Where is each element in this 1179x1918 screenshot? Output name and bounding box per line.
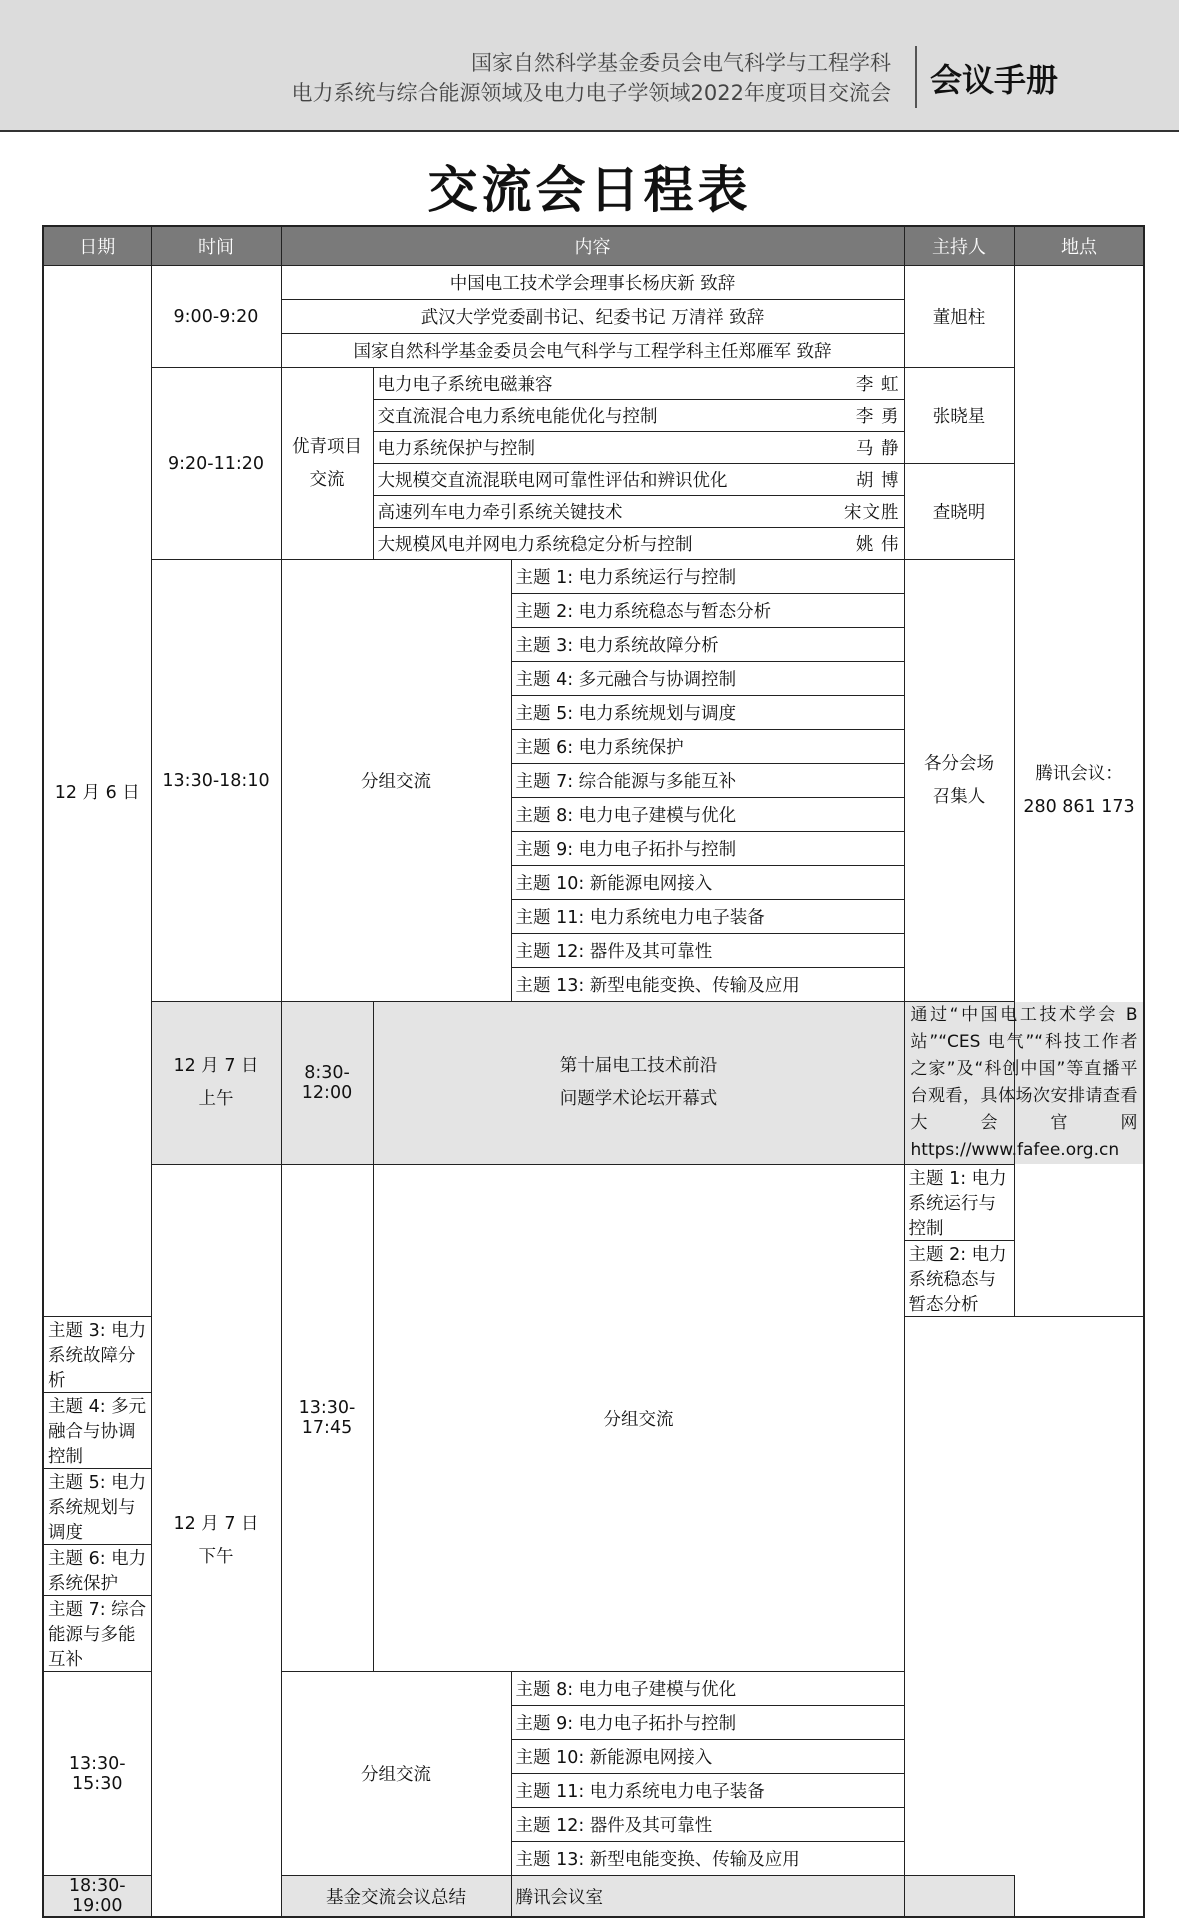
date-cell-day1: 12 月 6 日 bbox=[43, 266, 151, 1317]
col-header-host: 主持人 bbox=[904, 226, 1014, 266]
table-row bbox=[43, 1002, 1144, 1165]
talk-speaker: 李 勇 bbox=[855, 407, 900, 427]
theme-item: 主题 9: 电力电子拓扑与控制 bbox=[511, 832, 904, 866]
table-row bbox=[43, 266, 1144, 300]
theme-item: 主题 10: 新能源电网接入 bbox=[511, 866, 904, 900]
theme-item: 主题 12: 器件及其可靠性 bbox=[511, 934, 904, 968]
opening-speech: 武汉大学党委副书记、纪委书记 万清祥 致辞 bbox=[281, 300, 904, 334]
forum-line2: 问题学术论坛开幕式 bbox=[559, 1089, 718, 1109]
host-cell-group-day1 bbox=[904, 560, 1014, 1002]
table-row bbox=[43, 368, 1144, 400]
theme-item: 主题 12: 器件及其可靠性 bbox=[511, 1808, 904, 1842]
time-cell-session1: 13:30-17:45 bbox=[281, 1165, 373, 1672]
talk-topic: 电力系统保护与控制 bbox=[377, 439, 535, 459]
col-header-date: 日期 bbox=[43, 226, 151, 266]
date-line2: 上午 bbox=[198, 1089, 234, 1109]
talk-speaker: 宋文胜 bbox=[844, 503, 900, 523]
handbook-label: 会议手册 bbox=[930, 61, 1059, 99]
date-line2: 下午 bbox=[198, 1546, 234, 1567]
date-line1: 12 月 7 日 bbox=[173, 1056, 259, 1076]
theme-item: 主题 9: 电力电子拓扑与控制 bbox=[511, 1706, 904, 1740]
col-header-venue: 地点 bbox=[1014, 226, 1144, 266]
talk-speaker: 马 静 bbox=[855, 439, 900, 459]
talk-topic: 大规模风电并网电力系统稳定分析与控制 bbox=[377, 535, 693, 555]
theme-item: 主题 2: 电力系统稳态与暂态分析 bbox=[904, 1241, 1014, 1317]
theme-item: 主题 7: 综合能源与多能互补 bbox=[43, 1596, 151, 1672]
conference-name bbox=[292, 48, 891, 108]
talk-speaker: 胡 博 bbox=[855, 471, 900, 491]
host-line1: 各分会场 bbox=[924, 753, 994, 774]
livestream-notice-cell bbox=[904, 1002, 1144, 1165]
time-cell-group-day1: 13:30-18:10 bbox=[151, 560, 281, 1002]
theme-item: 主题 4: 多元融合与协调控制 bbox=[43, 1393, 151, 1469]
opening-speech: 国家自然科学基金委员会电气科学与工程学科主任郑雁军 致辞 bbox=[281, 334, 904, 368]
theme-item: 主题 6: 电力系统保护 bbox=[43, 1545, 151, 1596]
table-header-row bbox=[43, 226, 1144, 266]
theme-item: 主题 7: 综合能源与多能互补 bbox=[511, 764, 904, 798]
theme-item: 主题 1: 电力系统运行与控制 bbox=[904, 1165, 1014, 1241]
talk-row bbox=[373, 496, 904, 528]
summary-place: 腾讯会议室 bbox=[511, 1876, 904, 1918]
theme-item: 主题 3: 电力系统故障分析 bbox=[511, 628, 904, 662]
meeting-id: 280 861 173 bbox=[1023, 797, 1135, 817]
host-cell-youth-2: 查晓明 bbox=[904, 464, 1014, 560]
summary-host-empty bbox=[904, 1876, 1014, 1918]
talk-row bbox=[373, 464, 904, 496]
host-cell-opening: 董旭柱 bbox=[904, 266, 1014, 368]
theme-item: 主题 4: 多元融合与协调控制 bbox=[511, 662, 904, 696]
date-cell-day2am bbox=[151, 1002, 281, 1165]
host-line2: 召集人 bbox=[932, 786, 986, 807]
header-divider bbox=[915, 46, 917, 108]
youth-label-line1: 优青项目 bbox=[292, 436, 362, 457]
theme-item: 主题 5: 电力系统规划与调度 bbox=[43, 1469, 151, 1545]
date-cell-day2pm bbox=[151, 1165, 281, 1918]
conference-name-line2: 电力系统与综合能源领域及电力电子学领域2022年度项目交流会 bbox=[291, 81, 891, 105]
theme-item: 主题 8: 电力电子建模与优化 bbox=[511, 1672, 904, 1706]
talk-speaker: 李 虹 bbox=[855, 375, 900, 395]
theme-item: 主题 5: 电力系统规划与调度 bbox=[511, 696, 904, 730]
theme-item: 主题 11: 电力系统电力电子装备 bbox=[511, 1774, 904, 1808]
group-session-label: 分组交流 bbox=[281, 560, 511, 1002]
summary-label: 基金交流会议总结 bbox=[281, 1876, 511, 1918]
talk-topic: 交直流混合电力系统电能优化与控制 bbox=[377, 407, 658, 427]
theme-item: 主题 11: 电力系统电力电子装备 bbox=[511, 900, 904, 934]
theme-item: 主题 8: 电力电子建模与优化 bbox=[511, 798, 904, 832]
youth-session-label bbox=[281, 368, 373, 560]
conference-name-line1: 国家自然科学基金委员会电气科学与工程学科 bbox=[471, 51, 891, 75]
page-header bbox=[0, 0, 1179, 132]
col-header-content: 内容 bbox=[281, 226, 904, 266]
youth-label-line2: 交流 bbox=[309, 469, 345, 490]
livestream-notice: 通过“中国电工技术学会 B 站”“CES 电气”“科技工作者之家”及“科创中国”等直播平台观看，具体场次安排请查看大会官网 https://www.fafee.org.cn bbox=[910, 1005, 1138, 1160]
table-row bbox=[43, 560, 1144, 594]
forum-line1: 第十届电工技术前沿 bbox=[559, 1056, 718, 1076]
time-cell-session2: 13:30-15:30 bbox=[43, 1672, 151, 1876]
date-line1: 12 月 7 日 bbox=[173, 1513, 259, 1534]
talk-topic: 电力电子系统电磁兼容 bbox=[377, 375, 553, 395]
theme-item: 主题 6: 电力系统保护 bbox=[511, 730, 904, 764]
session1-label: 分组交流 bbox=[373, 1165, 904, 1672]
talk-row bbox=[373, 368, 904, 400]
time-cell-opening: 9:00-9:20 bbox=[151, 266, 281, 368]
table-row bbox=[43, 1165, 1144, 1241]
time-cell-youth: 9:20-11:20 bbox=[151, 368, 281, 560]
talk-topic: 大规模交直流混联电网可靠性评估和辨识优化 bbox=[377, 471, 728, 491]
theme-item: 主题 2: 电力系统稳态与暂态分析 bbox=[511, 594, 904, 628]
talk-row bbox=[373, 528, 904, 560]
theme-item: 主题 10: 新能源电网接入 bbox=[511, 1740, 904, 1774]
schedule-table bbox=[42, 225, 1145, 1918]
talk-row bbox=[373, 432, 904, 464]
theme-item: 主题 3: 电力系统故障分析 bbox=[43, 1317, 151, 1393]
col-header-time: 时间 bbox=[151, 226, 281, 266]
theme-item: 主题 13: 新型电能变换、传输及应用 bbox=[511, 968, 904, 1002]
session2-label: 分组交流 bbox=[281, 1672, 511, 1876]
time-cell-day2am: 8:30-12:00 bbox=[281, 1002, 373, 1165]
talk-topic: 高速列车电力牵引系统关键技术 bbox=[377, 503, 623, 523]
venue-label: 腾讯会议： bbox=[1035, 764, 1123, 784]
theme-item: 主题 1: 电力系统运行与控制 bbox=[511, 560, 904, 594]
host-cell-youth-1: 张晓星 bbox=[904, 368, 1014, 464]
forum-opening bbox=[373, 1002, 904, 1165]
talk-row bbox=[373, 400, 904, 432]
talk-speaker: 姚 伟 bbox=[855, 535, 900, 555]
time-cell-summary: 18:30-19:00 bbox=[43, 1876, 151, 1918]
opening-speech: 中国电工技术学会理事长杨庆新 致辞 bbox=[281, 266, 904, 300]
theme-item: 主题 13: 新型电能变换、传输及应用 bbox=[511, 1842, 904, 1876]
page-title: 交流会日程表 bbox=[427, 161, 752, 219]
